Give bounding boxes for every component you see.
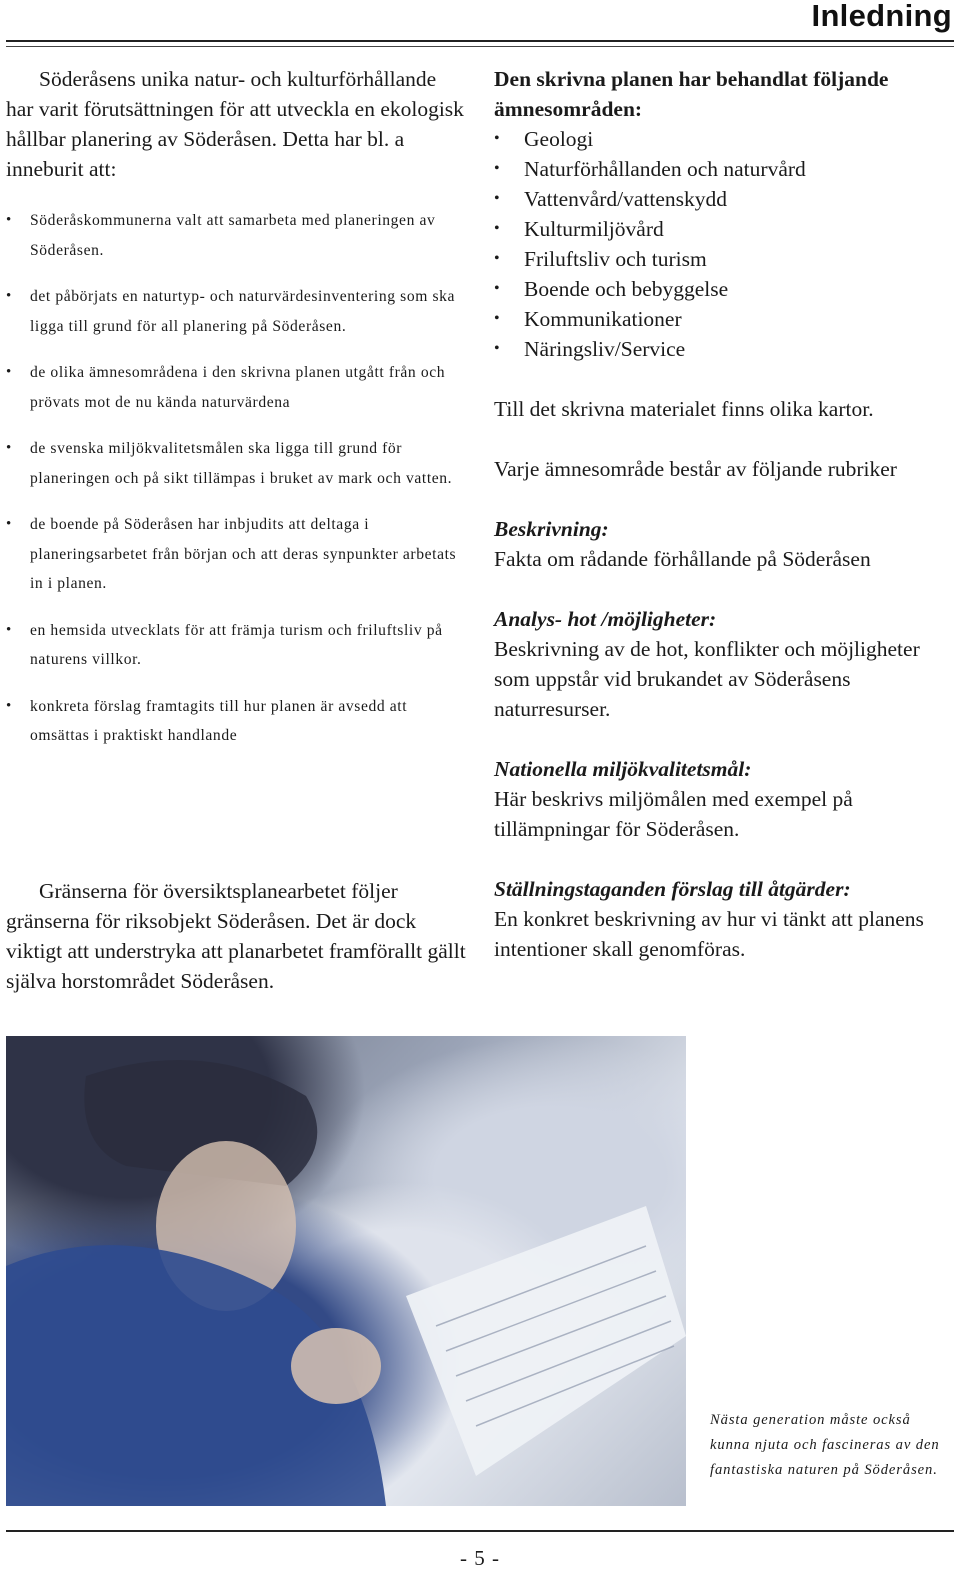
list-item xyxy=(6,616,468,675)
topic-item xyxy=(494,124,954,154)
bullet-icon: • xyxy=(6,440,12,456)
topic-label: Boende och bebyggelse xyxy=(524,277,729,301)
topic-item xyxy=(494,214,954,244)
right-column xyxy=(494,64,954,964)
rubric-heading: Ställningstaganden förslag till åtgärder: xyxy=(494,877,851,901)
list-item xyxy=(6,282,468,341)
list-item-text: de boende på Söderåsen har inbjudits att deltaga i planeringsarbetet från början och att deras synpunkter arbetats in i planen. xyxy=(30,516,457,592)
list-item xyxy=(6,206,468,265)
topic-item xyxy=(494,154,954,184)
bullet-icon: • xyxy=(494,160,500,177)
header-rule-thin xyxy=(6,46,954,47)
topic-item xyxy=(494,304,954,334)
rubric-beskrivning xyxy=(494,514,954,574)
hand-shape xyxy=(291,1328,381,1404)
bullet-icon: • xyxy=(494,340,500,357)
list-item xyxy=(6,434,468,493)
header-rule-thick xyxy=(6,40,954,42)
achievement-list xyxy=(6,206,468,751)
bullet-icon: • xyxy=(494,310,500,327)
bullet-icon: • xyxy=(494,220,500,237)
list-item-text: de svenska miljökvalitetsmålen ska ligga till grund för planeringen och på sikt tillämpas i bruket av mark och vatten. xyxy=(30,440,453,487)
section-title: Inledning xyxy=(811,0,952,33)
list-item-text: de olika ämnesområdena i den skrivna planen utgått från och prövats mot de nu kända naturvärdena xyxy=(30,364,446,411)
rubric-text: Beskrivning av de hot, konflikter och möjligheter som uppstår vid brukandet av Söderåsens naturresurser. xyxy=(494,637,920,721)
topics-list xyxy=(494,124,954,364)
photo-illustration xyxy=(6,1036,686,1506)
bullet-icon: • xyxy=(494,190,500,207)
intro-paragraph: Söderåsens unika natur- och kulturförhållande har varit förutsättningen för att utveckla en ekologisk hållbar planering av Söderåsen. Detta har bl. a inneburit att: xyxy=(6,67,464,181)
rubric-heading: Nationella miljökvalitetsmål: xyxy=(494,757,752,781)
bullet-icon: • xyxy=(6,288,12,304)
list-item-text: Söderåskommunerna valt att samarbeta med planeringen av Söderåsen. xyxy=(30,212,436,259)
bullet-icon: • xyxy=(494,130,500,147)
rubric-heading: Beskrivning: xyxy=(494,517,609,541)
rubric-miljomal xyxy=(494,754,954,844)
rubric-text: Fakta om rådande förhållande på Söderåsen xyxy=(494,547,871,571)
photo-caption: Nästa generation måste också kunna njuta och fascineras av den fantastiska naturen på Söderåsen. xyxy=(710,1412,940,1478)
rubric-text: En konkret beskrivning av hur vi tänkt att planens intentioner skall genomföras. xyxy=(494,907,924,961)
topic-item xyxy=(494,184,954,214)
nature-photo xyxy=(6,1036,686,1506)
bullet-icon: • xyxy=(6,516,12,532)
topics-heading: Den skrivna planen har behandlat följande ämnesområden: xyxy=(494,67,889,121)
list-item xyxy=(6,510,468,599)
boundaries-paragraph: Gränserna för översiktsplanearbetet följer gränserna för riksobjekt Söderåsen. Det är dock viktigt att understryka att planarbetet framförallt gällt själva horstområdet Söderåsen. xyxy=(6,879,466,993)
topic-label: Geologi xyxy=(524,127,594,151)
bullet-icon: • xyxy=(6,364,12,380)
topic-item xyxy=(494,244,954,274)
topic-label: Naturförhållanden och naturvård xyxy=(524,157,806,181)
bullet-icon: • xyxy=(494,280,500,297)
list-item-text: konkreta förslag framtagits till hur planen är avsedd att omsättas i praktiskt handlande xyxy=(30,697,408,744)
bullet-icon: • xyxy=(494,250,500,267)
bullet-icon: • xyxy=(6,212,12,228)
list-item xyxy=(6,692,468,751)
rubric-heading: Analys- hot /möjligheter: xyxy=(494,607,717,631)
list-item-text: det påbörjats en naturtyp- och naturvärdesinventering som ska ligga till grund för all planering på Söderåsen. xyxy=(30,288,456,335)
topic-label: Kulturmiljövård xyxy=(524,217,664,241)
topic-item xyxy=(494,334,954,364)
list-item-text: en hemsida utvecklats för att främja turism och friluftsliv på naturens villkor. xyxy=(30,621,443,668)
topic-label: Vattenvård/vattenskydd xyxy=(524,187,728,211)
rubric-atgarder xyxy=(494,874,954,964)
rubric-text: Här beskrivs miljömålen med exempel på tillämpningar för Söderåsen. xyxy=(494,787,853,841)
maps-note: Till det skrivna materialet finns olika kartor. xyxy=(494,397,874,421)
topic-item xyxy=(494,274,954,304)
left-column xyxy=(6,64,468,768)
bullet-icon: • xyxy=(6,621,12,638)
footer-rule xyxy=(6,1530,954,1532)
topic-label: Friluftsliv och turism xyxy=(524,247,707,271)
topic-label: Kommunikationer xyxy=(524,307,682,331)
bullet-icon: • xyxy=(6,697,12,714)
rubrics-intro: Varje ämnesområde består av följande rubriker xyxy=(494,457,897,481)
page-number: - 5 - xyxy=(460,1546,500,1570)
rubric-analys xyxy=(494,604,954,724)
topic-label: Näringsliv/Service xyxy=(524,337,686,361)
list-item xyxy=(6,358,468,417)
